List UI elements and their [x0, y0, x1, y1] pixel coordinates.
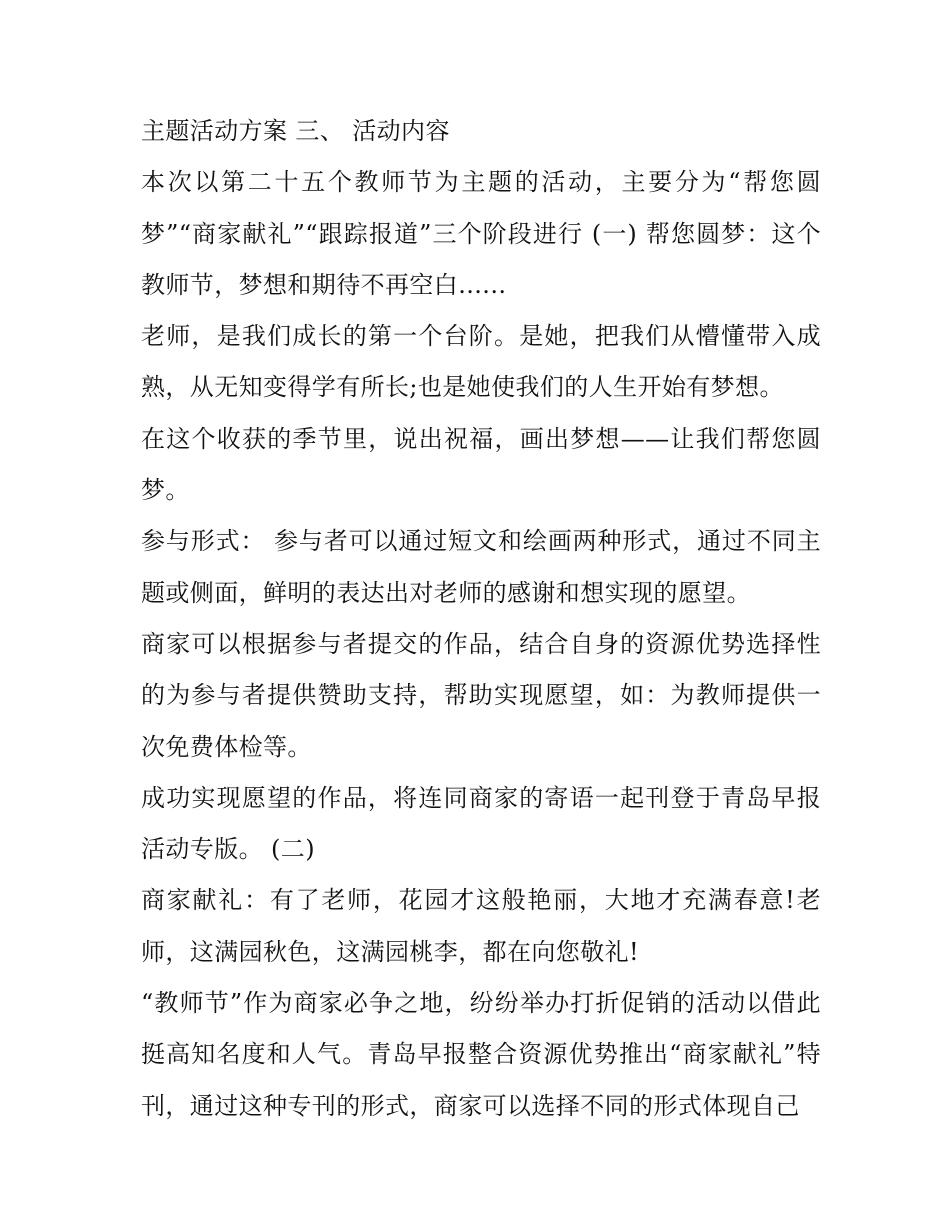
paragraph-teachers-day-promotion: “教师节”作为商家必争之地，纷纷举办打折促销的活动以借此挺高知名度和人气。青岛早报整合资源优势推出“商家献礼”特刊，通过这种专刊的形式，商家可以选择不同的形式体现自己	[141, 989, 821, 1120]
paragraph-merchant-sponsorship: 商家可以根据参与者提交的作品，结合自身的资源优势选择性的为参与者提供赞助支持，帮助实现愿望，如：为教师提供一次免费体检等。	[141, 629, 821, 761]
paragraph-participation-form: 参与形式： 参与者可以通过短文和绘画两种形式，通过不同主题或侧面，鲜明的表达出对老师的感谢和想实现的愿望。	[141, 527, 821, 607]
paragraph-season-wishes: 在这个收获的季节里，说出祝福，画出梦想——让我们帮您圆梦。	[141, 424, 821, 505]
paragraph-activity-overview: 本次以第二十五个教师节为主题的活动，主要分为“帮您圆梦”“商家献礼”“跟踪报道”三个阶段进行 (一) 帮您圆梦：这个教师节，梦想和期待不再空白......	[141, 168, 821, 299]
heading-paragraph: 主题活动方案 三、 活动内容	[141, 117, 450, 145]
document-body	[141, 106, 821, 1132]
paragraph-merchant-gift: 商家献礼：有了老师，花园才这般艳丽，大地才充满春意!老师，这满园秋色，这满园桃李，都在向您敬礼!	[141, 886, 821, 966]
paragraph-publication: 成功实现愿望的作品，将连同商家的寄语一起刊登于青岛早报活动专版。 (二)	[141, 783, 821, 864]
paragraph-teacher-tribute: 老师，是我们成长的第一个台阶。是她，把我们从懵懂带入成熟，从无知变得学有所长;也是她使我们的人生开始有梦想。	[141, 322, 821, 402]
